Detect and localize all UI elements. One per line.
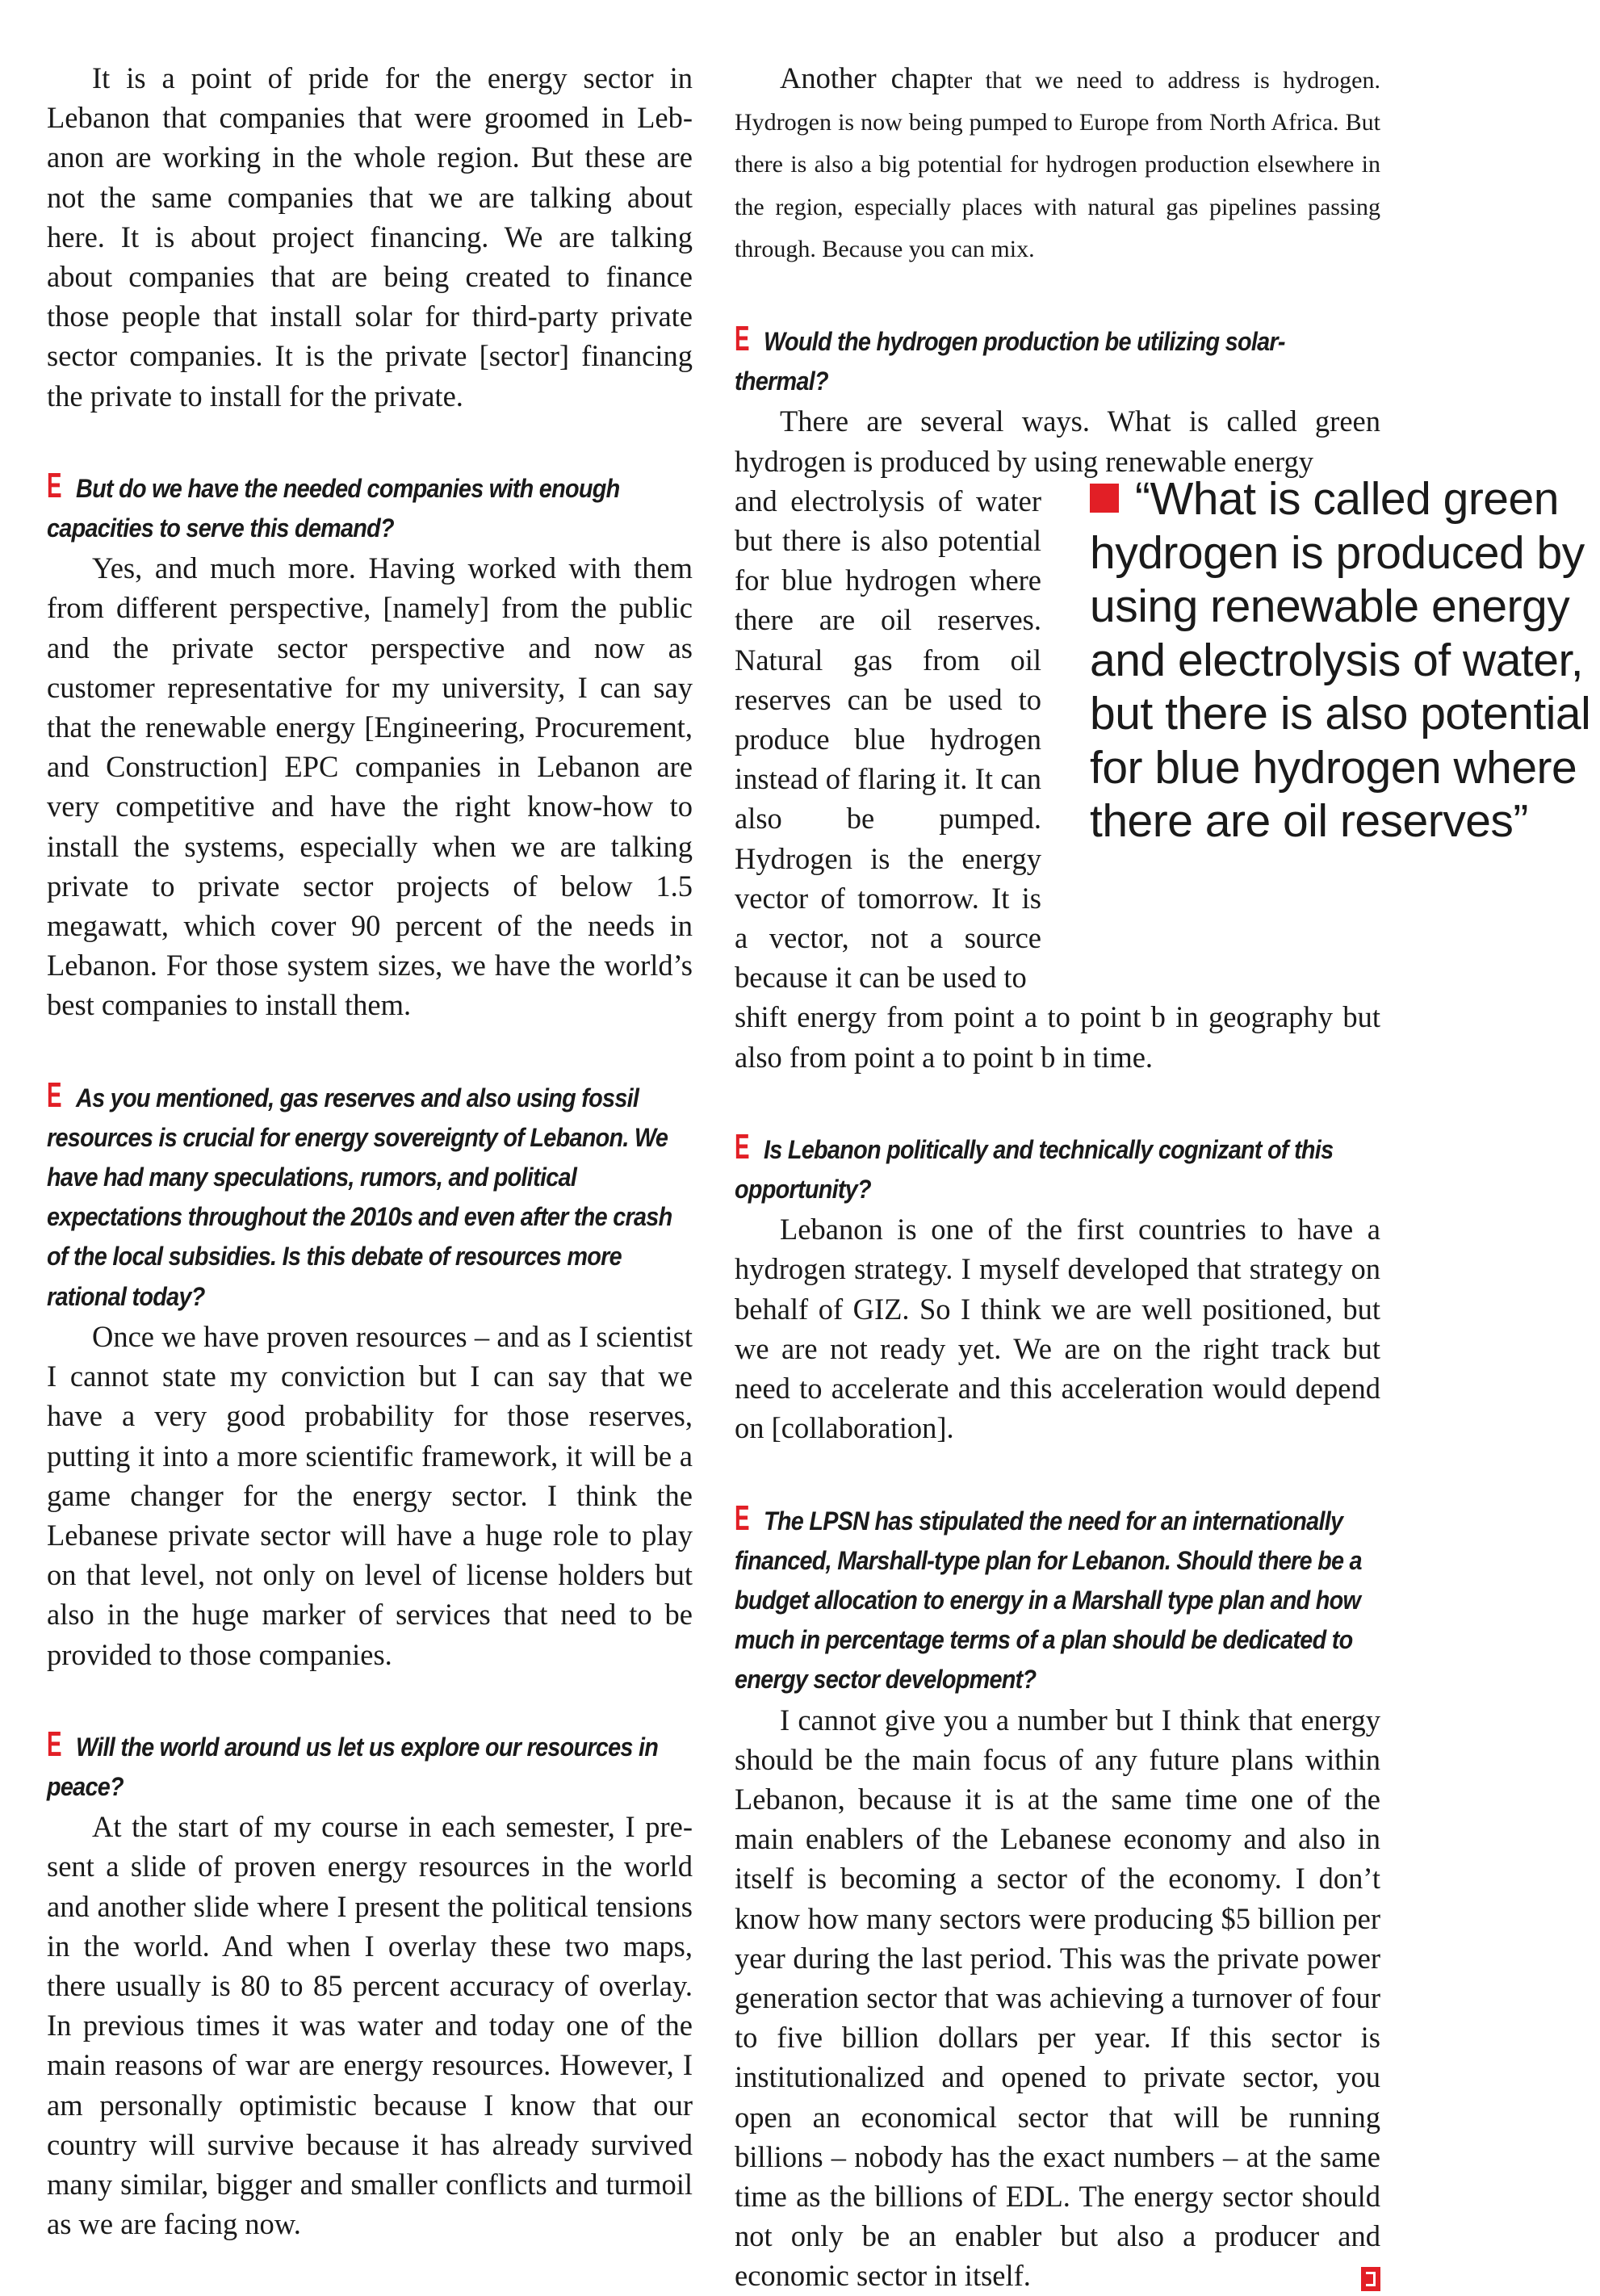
wrapped-text-block bbox=[735, 481, 1041, 998]
interview-question bbox=[735, 1498, 1374, 1700]
paragraph-rest: ter that we need to address is hydrogen. Hydrogen is now being pumped to Europe from North Africa. But there is also a big potential for hydrogen production elsewhere in the region, especially places with natural gas pipelines passing through. Because you can mix. bbox=[735, 67, 1380, 262]
body-paragraph bbox=[735, 58, 1380, 269]
e-marker: E bbox=[735, 319, 749, 359]
e-marker: E bbox=[47, 1075, 61, 1115]
body-paragraph: I cannot give you a number but I think that energy should be the main focus of any future plans within Lebanon, because it is at the same time one of the main enablers of the Lebanese economy and also in itself is becoming a sector of the economy. I don’t know how many sectors were producing $5 billion per year during the last period. This was the private power generation sector that was achieving a turnover of four to five billion dollars per year. If this sector is institutionalized and opened to private sector, you open an economical sector that will be running billions – nobody has the exact numbers – at the same time as the billions of EDL. The energy sector should not only be an enabler but also a producer and economic sector in itself. bbox=[735, 1703, 1380, 2293]
right-column bbox=[735, 58, 1380, 2296]
red-square-icon bbox=[1090, 484, 1119, 513]
closing-block bbox=[735, 1700, 1380, 2296]
body-paragraph: Yes, and much more. Having worked with them from different perspective, [namely] from the public and the private sector perspective and now as customer representative for my university, I can say that the renewable energy [Engineering, Procurement, and Construction] EPC companies in Lebanon are very competitive and have the right know-how to install the systems, especially when we are talking private to private sector projects of below 1.5 megawatt, which cover 90 percent of the needs in Lebanon. For those system sizes, we have the world’s best companies to install them. bbox=[47, 551, 693, 1022]
interview-question bbox=[735, 319, 1374, 401]
paragraph-start: Another chap bbox=[780, 61, 947, 94]
question-text: But do we have the needed companies with enough capacities to serve this demand? bbox=[47, 473, 620, 543]
interview-question bbox=[47, 466, 686, 548]
body-paragraph: There are several ways. What is called green hydrogen is produced by using renewable energy bbox=[735, 404, 1380, 478]
body-paragraph: and electrolysis of water but there is also potential for blue hydrogen where there are oil reserves. Natural gas from oil reserves can be used to produce blue hydrogen instead of flaring it. It can also be pumped. Hydrogen is the energy vector of tomorrow. It is a vector, not a source because it can be used to bbox=[735, 484, 1041, 995]
question-text: The LPSN has stipulated the need for an internationally financed, Marshall-type plan for Lebanon. Should there be a budget allocation to energy in a Marshall type plan and how much in percentage terms of a plan should be dedicated to energy sector development? bbox=[735, 1506, 1362, 1695]
pull-quote bbox=[1090, 472, 1600, 848]
e-marker: E bbox=[47, 1724, 61, 1764]
question-text: As you mentioned, gas reserves and also using fossil resources is crucial for energy sovereignty of Lebanon. We have had many speculations, rumors, and political expectations throughout the 2010s and even after the crash of the local subsidies. Is this debate of resources more rational today? bbox=[47, 1083, 672, 1311]
end-of-article-icon bbox=[1361, 2267, 1380, 2291]
interview-question bbox=[47, 1075, 686, 1317]
body-paragraph: Lebanon is one of the first countries to have a hydrogen strategy. I myself developed that strategy on behalf of GIZ. So I think we are well positioned, but we are not ready yet. We are on the right track but need to accelerate and this acceleration would depend on [collaboration]. bbox=[735, 1213, 1380, 1445]
body-paragraph: It is a point of pride for the energy sector in Lebanon that companies that were groomed in Lebanon are working in the whole region. But these are not the same companies that we are talking about here. It is about project financing. We are talking about companies that are being created to finance those people that install solar for third-party private sector companies. It is the private [sector] financing the private to install for the private. bbox=[47, 61, 693, 413]
question-text: Would the hydrogen production be utilizing solar-thermal? bbox=[735, 327, 1285, 396]
pull-quote-text: “What is called green hydrogen is produced by using renewable energy and electrolysis of water, but there is also potential for blue hydrogen where there are oil reserves” bbox=[1090, 473, 1591, 847]
question-text: Will the world around us let us explore our resources in peace? bbox=[47, 1732, 659, 1801]
e-marker: E bbox=[47, 465, 61, 505]
interview-question bbox=[735, 1127, 1374, 1209]
left-column bbox=[47, 58, 693, 2244]
question-text: Is Lebanon politically and technically cognizant of this opportunity? bbox=[735, 1134, 1334, 1205]
body-paragraph: shift energy from point a to point b in geography but also from point a to point b in time. bbox=[735, 1000, 1380, 1074]
body-paragraph: At the start of my course in each semester, I present a slide of proven energy resources in the world and another slide where I present the political tensions in the world. And when I overlay these two maps, there usually is 80 to 85 percent accuracy of overlay. In previous times it was water and today one of the main reasons of war are energy resources. However, I am personally optimistic because I know that our country will survive because it has already survived many similar, bigger and smaller conflicts and turmoil as we are facing now. bbox=[47, 1810, 693, 2241]
body-paragraph: Once we have proven resources – and as I scientist I cannot state my conviction but I can say that we have a very good probability for those reserves, putting it into a more scientific framework, it will be a game changer for the energy sector. I think the Lebanese private sector will have a huge role to play on that level, not only on level of license holders but also in the huge marker of services that need to be provided to those companies. bbox=[47, 1319, 693, 1671]
e-marker: E bbox=[735, 1126, 749, 1167]
interview-question bbox=[47, 1724, 686, 1807]
e-marker: E bbox=[735, 1498, 749, 1538]
